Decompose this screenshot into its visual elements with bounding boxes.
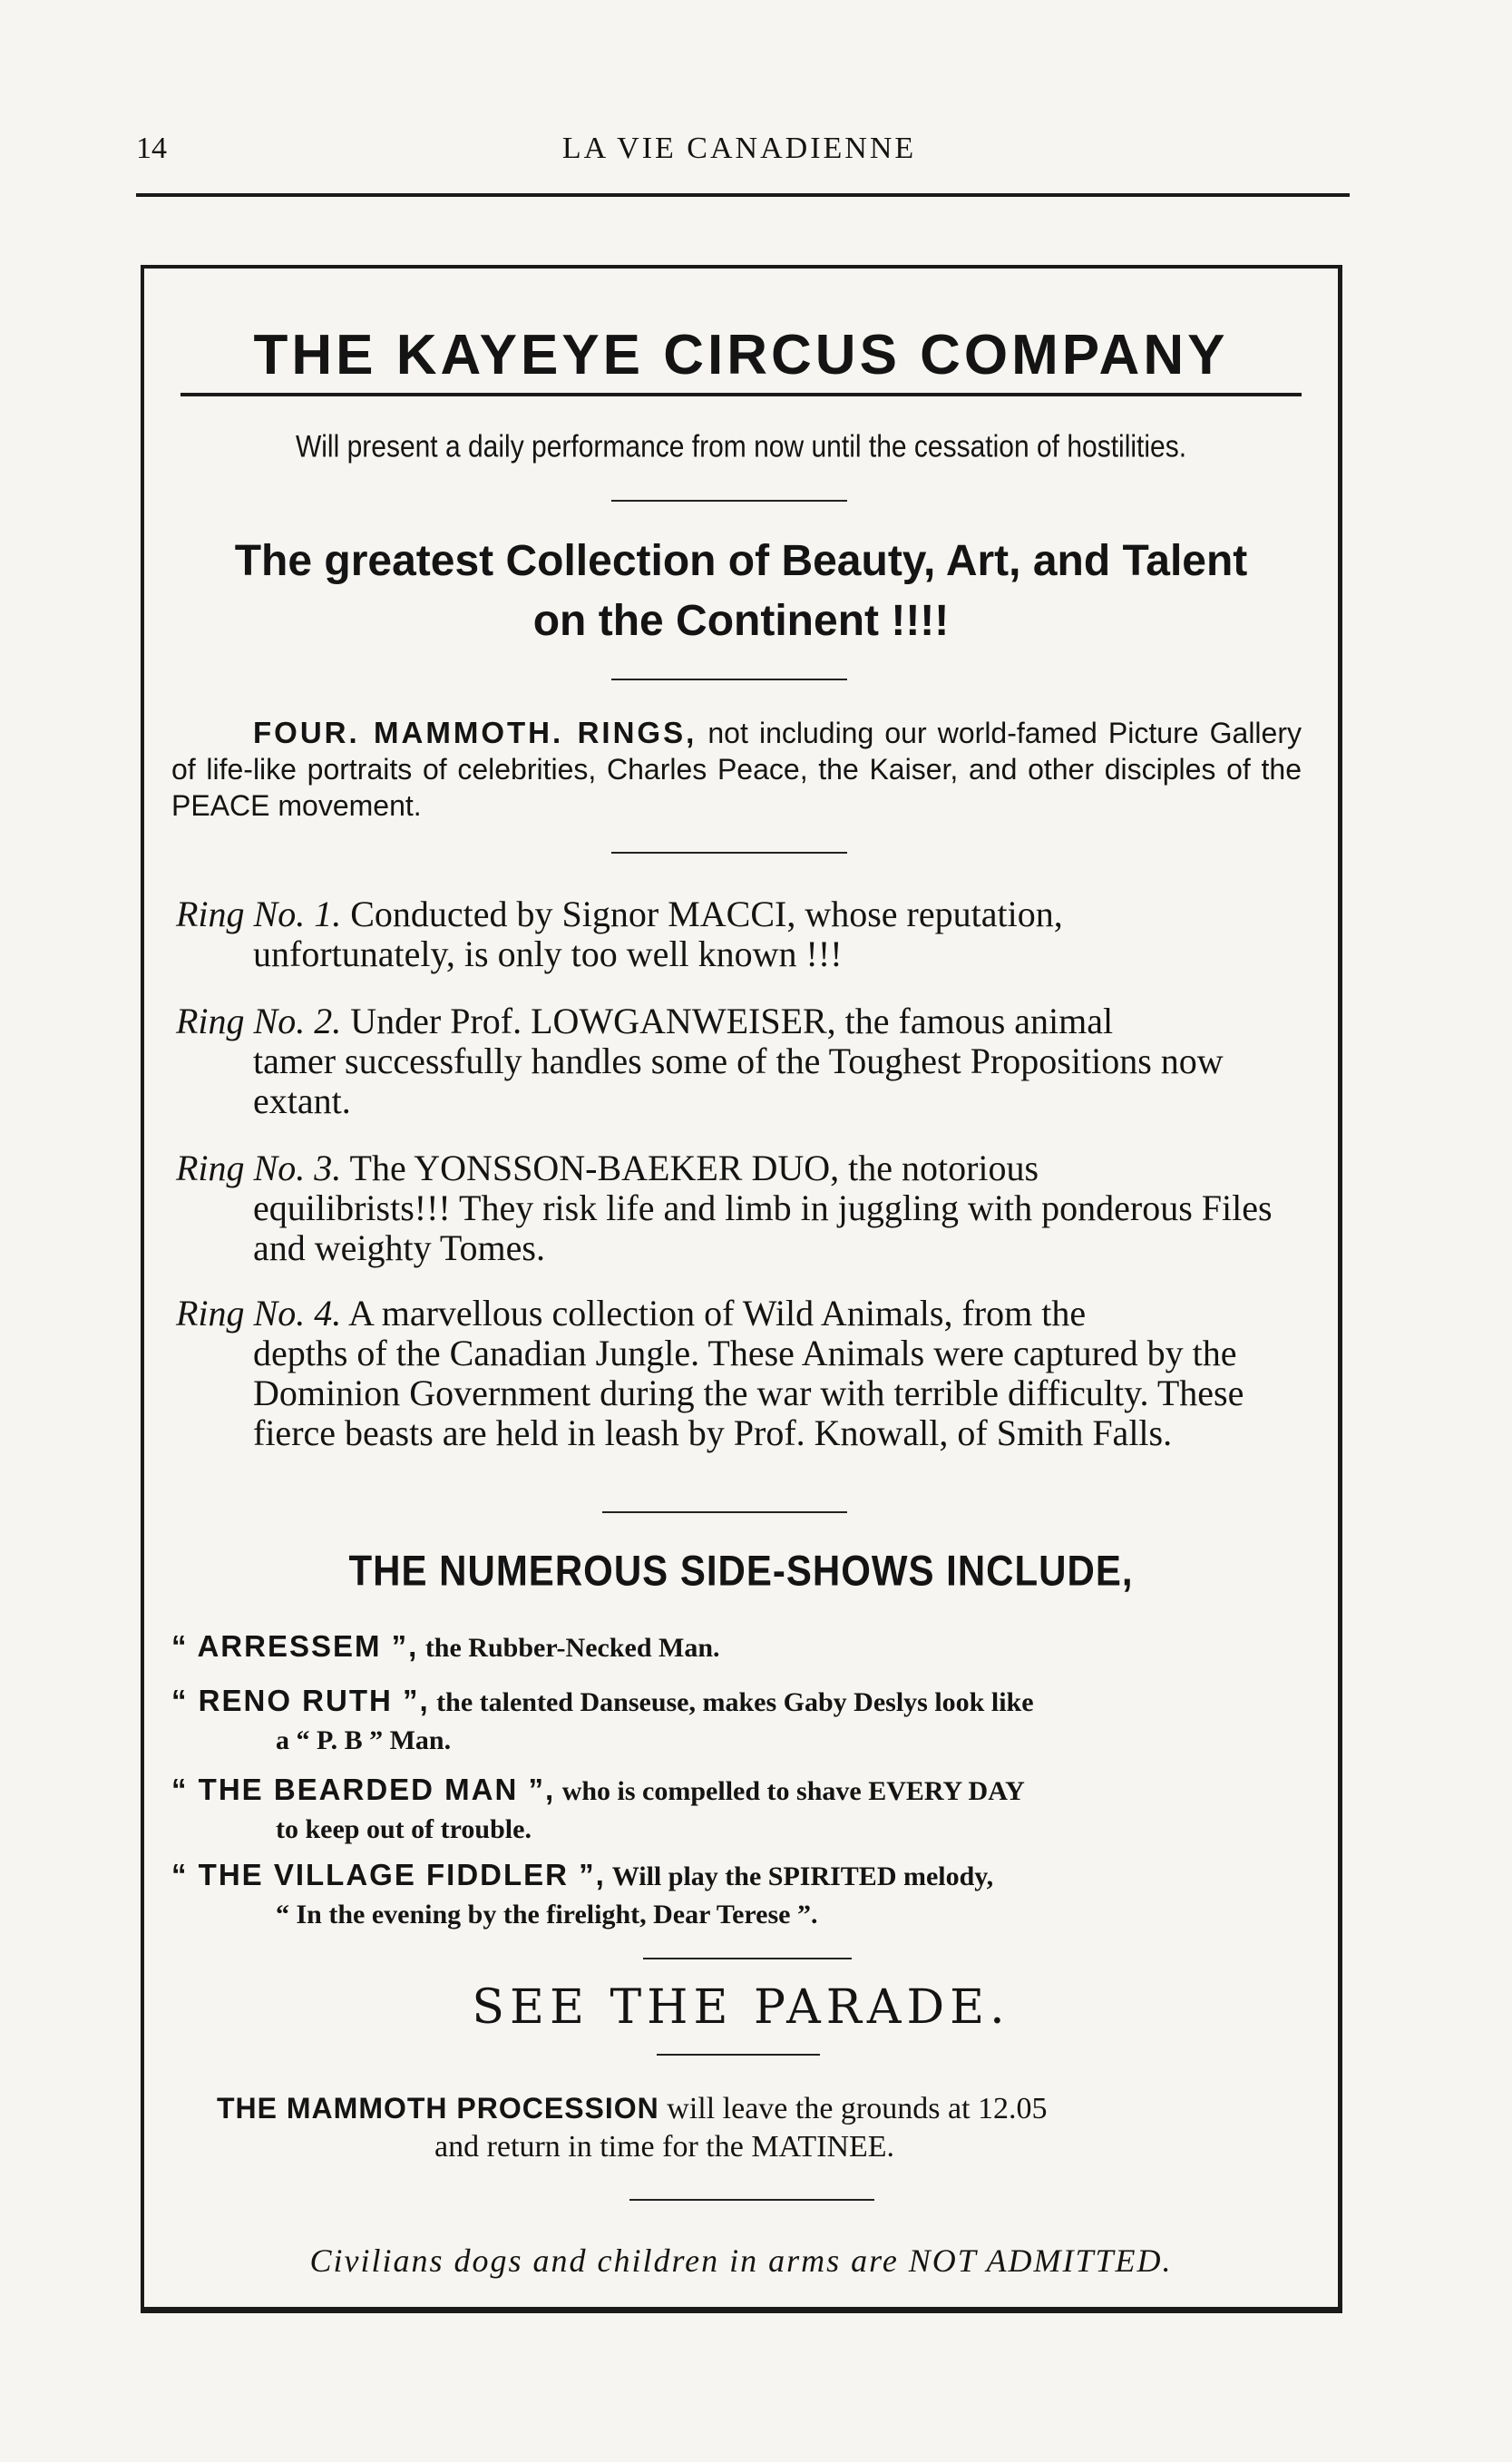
ring-text-rest: unfortunately, is only too well known !!! <box>253 933 843 974</box>
sideshow-continuation: “ In the evening by the firelight, Dear Terese ”. <box>276 1900 818 1930</box>
rings-intro-bold: FOUR. MAMMOTH. RINGS, <box>253 716 697 749</box>
ring-label: Ring No. 2. <box>176 1001 342 1041</box>
ring-label: Ring No. 4. <box>176 1293 342 1334</box>
ring-item <box>176 1001 1302 1121</box>
separator <box>611 500 847 502</box>
headline-line-1: The greatest Collection of Beauty, Art, and Talent <box>234 537 1248 585</box>
ring-label: Ring No. 1. <box>176 894 342 934</box>
ring-text-first: A marvellous collection of Wild Animals, from the <box>348 1293 1087 1334</box>
headline-line-2: on the Continent !!!! <box>532 597 950 645</box>
sideshow-item <box>171 1682 1306 1760</box>
admission-notice: Civilians dogs and children in arms are NOT ADMITTED. <box>309 2242 1173 2279</box>
ring-item <box>176 1148 1302 1268</box>
running-title: LA VIE CANADIENNE <box>561 132 917 165</box>
ring-text-first: The YONSSON-BAEKER DUO, the notorious <box>349 1148 1039 1188</box>
separator <box>643 1958 852 1959</box>
sideshow-name: “ RENO RUTH ”, <box>171 1684 430 1717</box>
sideshow-name: “ THE VILLAGE FIDDLER ”, <box>171 1858 606 1891</box>
circus-advertisement <box>141 265 1342 2313</box>
announcement: Will present a daily performance from now until the cessation of hostilities. <box>295 429 1187 464</box>
sideshow-name: “ ARRESSEM ”, <box>171 1629 419 1663</box>
sideshow-item <box>171 1856 1306 1934</box>
procession-notice <box>217 2089 1302 2166</box>
sideshows-heading: THE NUMEROUS SIDE-SHOWS INCLUDE, <box>348 1547 1134 1595</box>
ring-label: Ring No. 3. <box>176 1148 342 1188</box>
page-header <box>136 132 1342 177</box>
sideshow-item <box>171 1627 1306 1667</box>
sideshow-item <box>171 1771 1306 1849</box>
sideshow-continuation: to keep out of trouble. <box>276 1814 532 1844</box>
rings-intro <box>171 715 1302 824</box>
separator <box>611 679 847 680</box>
rings-intro-text: not including our world-famed Picture Gallery of life-like portraits of celebrities, Charles Peace, the Kaiser, and other disciples of the PEACE movement. <box>171 717 1302 822</box>
separator <box>657 2054 820 2056</box>
procession-bold: THE MAMMOTH PROCESSION <box>217 2092 659 2125</box>
ring-text-first: Under Prof. LOWGANWEISER, the famous animal <box>350 1001 1114 1041</box>
sideshow-continuation: a “ P. B ” Man. <box>276 1725 452 1755</box>
sideshow-desc: who is compelled to shave EVERY DAY <box>555 1776 1025 1806</box>
ring-text-first: Conducted by Signor MACCI, whose reputation, <box>350 894 1063 934</box>
ring-text-rest: equilibrists!!! They risk life and limb in juggling with ponderous Files and weighty Tomes. <box>253 1187 1273 1268</box>
sideshow-desc: Will play the SPIRITED melody, <box>605 1861 994 1891</box>
separator <box>629 2199 874 2201</box>
header-rule <box>136 193 1350 197</box>
ring-item <box>176 894 1302 974</box>
sideshow-name: “ THE BEARDED MAN ”, <box>171 1773 556 1806</box>
ring-item <box>176 1294 1302 1453</box>
headline <box>171 532 1311 651</box>
company-name: THE KAYEYE CIRCUS COMPANY <box>180 323 1302 396</box>
procession-continuation: and return in time for the MATINEE. <box>434 2130 895 2164</box>
procession-text: will leave the grounds at 12.05 <box>658 2092 1048 2125</box>
sideshow-desc: the Rubber-Necked Man. <box>418 1633 720 1663</box>
ring-text-rest: depths of the Canadian Jungle. These Animals were captured by the Dominion Government during the war with terrible difficulty. These fierce beasts are held in leash by Prof. Knowall, of Smith Falls. <box>253 1333 1244 1453</box>
page-number: 14 <box>136 132 167 165</box>
sideshow-desc: the talented Danseuse, makes Gaby Deslys look like <box>429 1687 1034 1717</box>
separator <box>611 852 847 854</box>
ring-text-rest: tamer successfully handles some of the Toughest Propositions now extant. <box>253 1040 1224 1121</box>
separator <box>602 1511 847 1513</box>
parade-heading: SEE THE PARADE. <box>472 1980 1010 2035</box>
